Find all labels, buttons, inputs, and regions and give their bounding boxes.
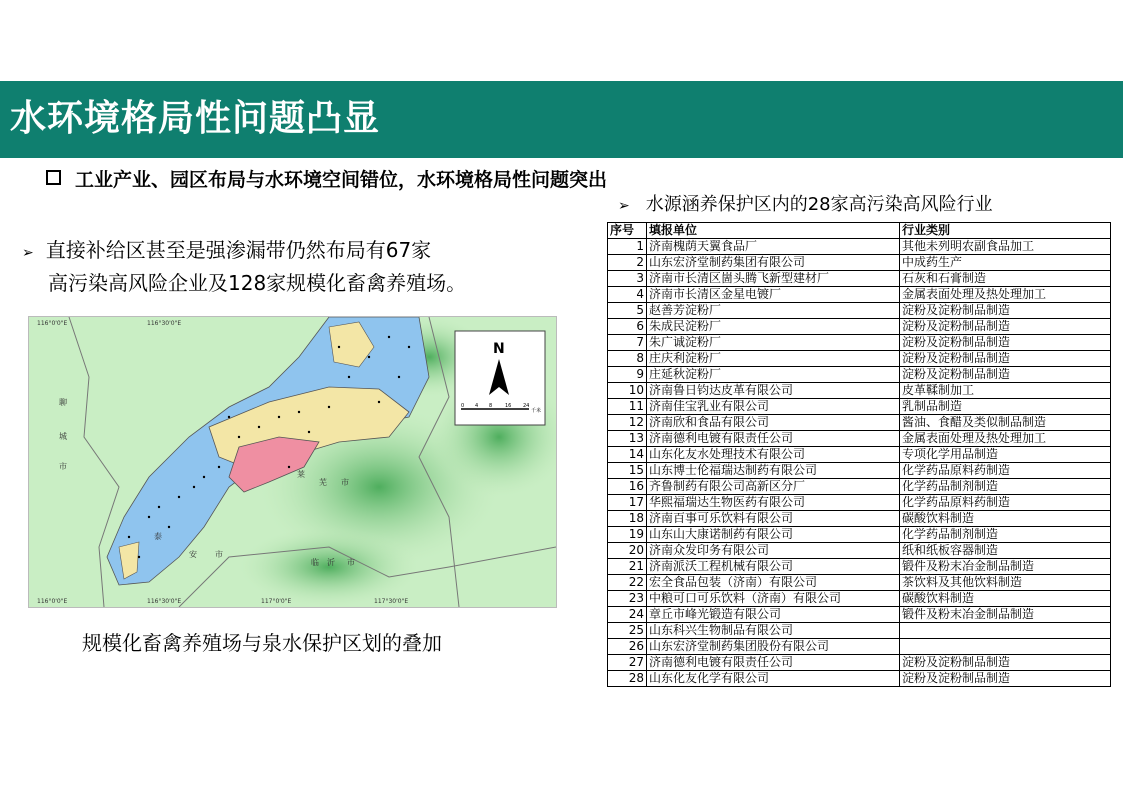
table-caption-text: 水源涵养保护区内的28家高污染高风险行业: [645, 194, 993, 215]
industry-cell: 淀粉及淀粉制品制造: [900, 303, 1111, 319]
map-label: 沂: [327, 558, 335, 567]
unit-name-cell: 山东博士伦福瑞达制药有限公司: [647, 463, 900, 479]
row-number-cell: 6: [608, 319, 647, 335]
table-row: [608, 415, 1111, 431]
industry-cell: 淀粉及淀粉制品制造: [900, 335, 1111, 351]
map-coord-label: 117°30'0"E: [374, 598, 409, 605]
page-title: 水环境格局性问题凸显: [10, 98, 381, 139]
table-row: [608, 431, 1111, 447]
unit-name-cell: 济南德利电镀有限责任公司: [647, 431, 900, 447]
bullet-point: [22, 235, 466, 298]
industry-cell: 金属表面处理及热处理加工: [900, 287, 1111, 303]
industry-cell: 锻件及粉末冶金制品制造: [900, 559, 1111, 575]
unit-name-cell: 赵善芳淀粉厂: [647, 303, 900, 319]
table-caption: [618, 193, 993, 218]
unit-name-cell: 山东化友水处理技术有限公司: [647, 447, 900, 463]
row-number-cell: 1: [608, 239, 647, 255]
unit-name-cell: 朱成民淀粉厂: [647, 319, 900, 335]
map-coord-label: 116°0'0"E: [37, 320, 68, 327]
table-row: [608, 639, 1111, 655]
map-label: 市: [347, 558, 355, 567]
industry-cell: 化学药品原料药制造: [900, 463, 1111, 479]
unit-name-cell: 济南派沃工程机械有限公司: [647, 559, 900, 575]
table-row: [608, 479, 1111, 495]
row-number-cell: 10: [608, 383, 647, 399]
map-coord-label: 117°0'0"E: [261, 598, 292, 605]
table-row: [608, 367, 1111, 383]
industry-cell: 酱油、食醋及类似制品制造: [900, 415, 1111, 431]
table-row: [608, 655, 1111, 671]
table-row: [608, 271, 1111, 287]
scale-tick: 16: [505, 403, 512, 409]
table-row: [608, 559, 1111, 575]
map-coord-label: 116°30'0"E: [147, 598, 182, 605]
mountain-shading: [239, 527, 419, 607]
scale-tick: 8: [489, 403, 493, 409]
industry-cell: 碳酸饮料制造: [900, 591, 1111, 607]
unit-name-cell: 华熙福瑞达生物医药有限公司: [647, 495, 900, 511]
row-number-cell: 19: [608, 527, 647, 543]
unit-name-cell: 济南众发印务有限公司: [647, 543, 900, 559]
scale-tick: 4: [475, 403, 479, 409]
row-number-cell: 24: [608, 607, 647, 623]
industry-cell: 皮革鞣制加工: [900, 383, 1111, 399]
north-label: N: [493, 341, 505, 357]
industry-cell: 化学药品制剂制造: [900, 527, 1111, 543]
industry-cell: 淀粉及淀粉制品制造: [900, 351, 1111, 367]
industry-cell: 乳制品制造: [900, 399, 1111, 415]
industry-cell: 专项化学用品制造: [900, 447, 1111, 463]
unit-name-cell: 济南槐荫天翼食品厂: [647, 239, 900, 255]
map-label: 泰: [154, 532, 162, 541]
row-number-cell: 16: [608, 479, 647, 495]
row-number-cell: 14: [608, 447, 647, 463]
row-number-cell: 8: [608, 351, 647, 367]
row-number-cell: 5: [608, 303, 647, 319]
table-row: [608, 335, 1111, 351]
map-label: 城: [59, 432, 67, 441]
map-label: 安: [189, 550, 197, 559]
column-header: 序号: [608, 223, 647, 239]
table-row: [608, 319, 1111, 335]
table-row: [608, 591, 1111, 607]
column-header: 行业类别: [900, 223, 1111, 239]
industry-cell: [900, 639, 1111, 655]
row-number-cell: 27: [608, 655, 647, 671]
industry-cell: 金属表面处理及热处理加工: [900, 431, 1111, 447]
industry-cell: 茶饮料及其他饮料制造: [900, 575, 1111, 591]
table-row: [608, 623, 1111, 639]
table-row: [608, 287, 1111, 303]
industry-cell: 淀粉及淀粉制品制造: [900, 367, 1111, 383]
unit-name-cell: 济南市长清区金星电镀厂: [647, 287, 900, 303]
map-svg: [29, 317, 556, 607]
map-caption: 规模化畜禽养殖场与泉水保护区划的叠加: [82, 631, 442, 655]
industry-cell: 石灰和石膏制造: [900, 271, 1111, 287]
industry-cell: 其他未列明农副食品加工: [900, 239, 1111, 255]
section-heading: [46, 167, 607, 193]
row-number-cell: 18: [608, 511, 647, 527]
scale-tick: 0: [461, 403, 465, 409]
industry-cell: 淀粉及淀粉制品制造: [900, 655, 1111, 671]
map-label: 芜: [319, 478, 327, 487]
unit-name-cell: 中粮可口可乐饮料（济南）有限公司: [647, 591, 900, 607]
table-row: [608, 463, 1111, 479]
unit-name-cell: 齐鲁制药有限公司高新区分厂: [647, 479, 900, 495]
unit-name-cell: 济南德利电镀有限责任公司: [647, 655, 900, 671]
row-number-cell: 15: [608, 463, 647, 479]
unit-name-cell: 宏全食品包装（济南）有限公司: [647, 575, 900, 591]
industry-cell: 碳酸饮料制造: [900, 511, 1111, 527]
row-number-cell: 20: [608, 543, 647, 559]
table-row: [608, 383, 1111, 399]
table-row: [608, 607, 1111, 623]
map-label: 聊: [59, 398, 67, 407]
map-label: 莱: [297, 470, 305, 479]
unit-name-cell: 山东宏济堂制药集团有限公司: [647, 255, 900, 271]
column-header: 填报单位: [647, 223, 900, 239]
row-number-cell: 13: [608, 431, 647, 447]
industry-cell: 锻件及粉末冶金制品制造: [900, 607, 1111, 623]
unit-name-cell: 山东化友化学有限公司: [647, 671, 900, 687]
row-number-cell: 23: [608, 591, 647, 607]
table-row: [608, 543, 1111, 559]
map-label: 市: [59, 462, 67, 471]
unit-name-cell: 山东山大康诺制药有限公司: [647, 527, 900, 543]
row-number-cell: 26: [608, 639, 647, 655]
row-number-cell: 17: [608, 495, 647, 511]
unit-name-cell: 朱广诚淀粉厂: [647, 335, 900, 351]
map-coord-label: 116°0'0"E: [37, 598, 68, 605]
arrow-bullet-icon: ➢: [22, 245, 34, 261]
scale-tick: 24: [523, 403, 530, 409]
row-number-cell: 7: [608, 335, 647, 351]
unit-name-cell: 章丘市峰光锻造有限公司: [647, 607, 900, 623]
table-row: [608, 303, 1111, 319]
industry-cell: 淀粉及淀粉制品制造: [900, 671, 1111, 687]
table-row: [608, 575, 1111, 591]
unit-name-cell: 山东宏济堂制药集团股份有限公司: [647, 639, 900, 655]
table-row: [608, 447, 1111, 463]
table-row: [608, 255, 1111, 271]
table-header-row: [608, 223, 1111, 239]
table-row: [608, 511, 1111, 527]
bullet-line-2: 高污染高风险企业及128家规模化畜禽养殖场。: [48, 271, 467, 295]
unit-name-cell: 济南鲁日钧达皮革有限公司: [647, 383, 900, 399]
table-row: [608, 527, 1111, 543]
row-number-cell: 21: [608, 559, 647, 575]
unit-name-cell: 济南佳宝乳业有限公司: [647, 399, 900, 415]
row-number-cell: 28: [608, 671, 647, 687]
industry-cell: 化学药品原料药制造: [900, 495, 1111, 511]
row-number-cell: 11: [608, 399, 647, 415]
row-number-cell: 12: [608, 415, 647, 431]
section-heading-text: 工业产业、园区布局与水环境空间错位，水环境格局性问题突出: [75, 169, 608, 191]
industry-cell: 淀粉及淀粉制品制造: [900, 319, 1111, 335]
row-number-cell: 25: [608, 623, 647, 639]
table-row: [608, 495, 1111, 511]
unit-name-cell: 庄延秋淀粉厂: [647, 367, 900, 383]
map-label: 市: [215, 550, 223, 559]
scale-unit: 千米: [531, 408, 542, 414]
bullet-line-1: 直接补给区甚至是强渗漏带仍然布局有67家: [45, 238, 432, 262]
unit-name-cell: 济南市长清区崮头腾飞新型建材厂: [647, 271, 900, 287]
unit-name-cell: 济南百事可乐饮料有限公司: [647, 511, 900, 527]
checkbox-bullet-icon: [46, 170, 61, 185]
map-coord-label: 116°30'0"E: [147, 320, 182, 327]
unit-name-cell: 济南欣和食品有限公司: [647, 415, 900, 431]
unit-name-cell: 山东科兴生物制品有限公司: [647, 623, 900, 639]
industry-cell: 中成药生产: [900, 255, 1111, 271]
industry-cell: [900, 623, 1111, 639]
row-number-cell: 9: [608, 367, 647, 383]
table-row: [608, 399, 1111, 415]
row-number-cell: 2: [608, 255, 647, 271]
protection-zone-map: [28, 316, 557, 608]
row-number-cell: 22: [608, 575, 647, 591]
table-row: [608, 351, 1111, 367]
table-row: [608, 671, 1111, 687]
row-number-cell: 3: [608, 271, 647, 287]
unit-name-cell: 庄庆利淀粉厂: [647, 351, 900, 367]
map-label: 市: [341, 478, 349, 487]
row-number-cell: 4: [608, 287, 647, 303]
table-row: [608, 239, 1111, 255]
arrow-bullet-icon: ➢: [618, 198, 630, 214]
map-label: 临: [311, 558, 319, 567]
industry-cell: 化学药品制剂制造: [900, 479, 1111, 495]
industry-cell: 纸和纸板容器制造: [900, 543, 1111, 559]
enterprise-table: [607, 222, 1111, 687]
